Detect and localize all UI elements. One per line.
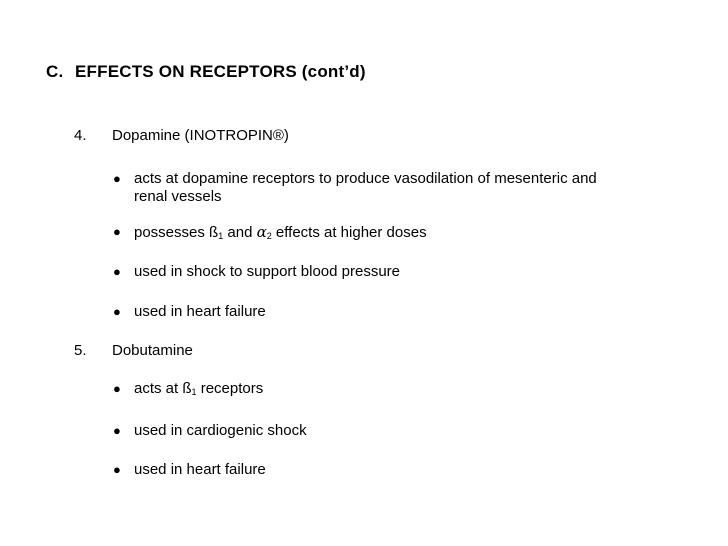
bullet-item — [113, 170, 673, 206]
bullet-text: acts at dopamine receptors to produce vasodilation of mesenteric and — [134, 170, 597, 187]
alpha-symbol: α — [256, 223, 267, 241]
bullet-icon: ● — [113, 224, 121, 239]
bullet-item — [113, 422, 673, 440]
bullet-text: used in shock to support blood pressure — [134, 263, 400, 280]
bullet-icon: ● — [113, 462, 121, 477]
bullet-text-continued: renal vessels — [134, 188, 222, 205]
bullet-item — [113, 380, 673, 398]
bullet-item — [113, 263, 673, 281]
bullet-text: receptors — [196, 380, 264, 397]
item-number: 5. — [74, 342, 87, 359]
bullet-item — [113, 461, 673, 479]
bullet-text: used in cardiogenic shock — [134, 422, 307, 439]
item-number: 4. — [74, 127, 87, 144]
list-item-dobutamine — [74, 342, 193, 359]
bullet-text: acts at ß — [134, 380, 192, 397]
bullet-item — [113, 303, 673, 321]
bullet-text: used in heart failure — [134, 303, 266, 320]
alpha-subscript: 2 — [266, 231, 272, 241]
bullet-icon: ● — [113, 304, 121, 319]
bullet-text: effects at higher doses — [271, 224, 427, 241]
beta-subscript: 1 — [191, 387, 197, 397]
item-label: Dopamine (INOTROPIN®) — [112, 127, 289, 144]
section-heading — [46, 62, 366, 82]
bullet-icon: ● — [113, 264, 121, 279]
bullet-text: and — [223, 224, 257, 241]
section-letter: C. — [46, 62, 64, 81]
section-title: EFFECTS ON RECEPTORS (cont’d) — [75, 62, 366, 81]
bullet-icon: ● — [113, 423, 121, 438]
bullet-text: possesses ß — [134, 224, 219, 241]
bullet-item — [113, 223, 673, 242]
beta-subscript: 1 — [218, 231, 224, 241]
bullet-icon: ● — [113, 381, 121, 396]
bullet-icon: ● — [113, 171, 121, 186]
list-item-dopamine — [74, 127, 289, 144]
item-label: Dobutamine — [112, 342, 193, 359]
bullet-text: used in heart failure — [134, 461, 266, 478]
